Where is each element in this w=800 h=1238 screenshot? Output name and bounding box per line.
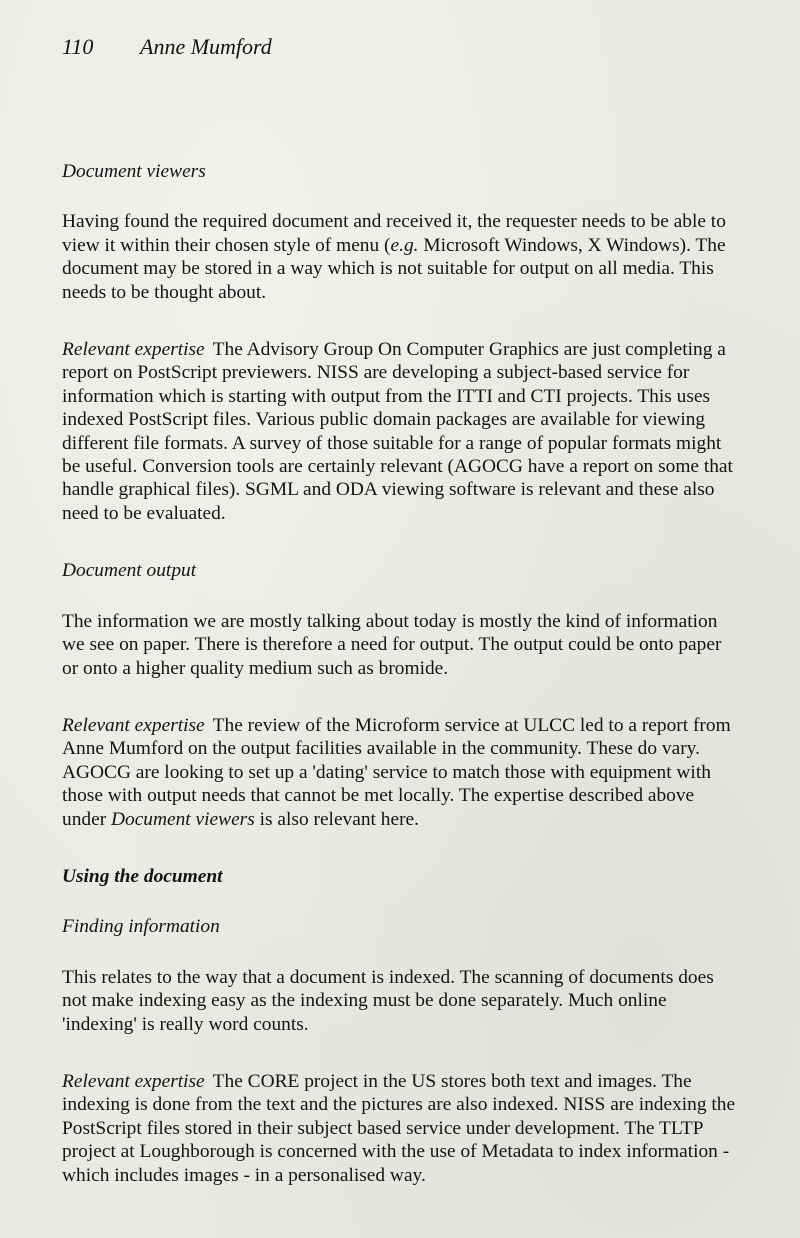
section-heading-document-viewers: Document viewers	[62, 161, 206, 182]
expertise-label: Relevant expertise	[62, 339, 205, 361]
paragraph-output-expertise	[62, 714, 742, 831]
page-body	[62, 160, 742, 1221]
text-run: Microsoft Windows, X Windows). The document may be stored in a way which is not suitable for output on all media. This needs to be thought about.	[62, 234, 726, 303]
paragraph-finding-expertise	[62, 1070, 742, 1187]
expertise-reference: Document viewers	[111, 808, 255, 830]
expertise-text: The review of the Microform service at ULCC led to a report from Anne Mumford on the output facilities available in the community. These do vary. AGOCG are looking to set up a 'dating' service to match those with equipment with those with output needs that cannot be met locally. The expertise described above under	[62, 714, 731, 830]
text-run-eg: e.g.	[390, 234, 419, 256]
expertise-text: The Advisory Group On Computer Graphics are just completing a report on PostScript previewers. NISS are developing a subject-based service for information which is starting with output from the ITTI and CTI projects. This uses indexed PostScript files. Various public domain packages are available for viewing different file formats. A survey of those suitable for a range of popular formats might be useful. Conversion tools are certainly relevant (AGOCG have a report on some that handle graphical files). SGML and ODA viewing software is relevant and these also need to be evaluated.	[62, 339, 733, 524]
paragraph-finding-intro: This relates to the way that a document is indexed. The scanning of documents does not make indexing easy as the indexing must be done separately. Much online 'indexing' is really word counts.	[62, 966, 714, 1035]
expertise-label: Relevant expertise	[62, 1070, 205, 1092]
running-header	[62, 34, 272, 60]
page-number: 110	[62, 34, 94, 59]
section-heading-document-output: Document output	[62, 560, 197, 582]
paragraph-viewers-expertise	[62, 338, 742, 525]
text-run: Having found the required document and received it, the requester needs to be able to view it within their chosen style of menu (	[62, 211, 726, 256]
section-heading-using-the-document: Using the document	[62, 865, 223, 887]
expertise-label: Relevant expertise	[62, 714, 205, 736]
expertise-text: The CORE project in the US stores both text and images. The indexing is done from the text and the pictures are also indexed. NISS are indexing the PostScript files stored in their subject based service under development. The TLTP project at Loughborough is concerned with the use of Metadata to index information - which includes images - in a personalised way.	[62, 1070, 736, 1186]
paragraph-output-intro: The information we are mostly talking about today is mostly the kind of information we see on paper. There is therefore a need for output. The output could be onto paper or onto a higher quality medium such as bromide.	[62, 610, 722, 679]
paragraph-viewers-intro	[62, 210, 742, 304]
running-header-author: Anne Mumford	[140, 34, 272, 59]
expertise-text: is also relevant here.	[254, 808, 419, 830]
section-heading-finding-information: Finding information	[62, 916, 220, 938]
